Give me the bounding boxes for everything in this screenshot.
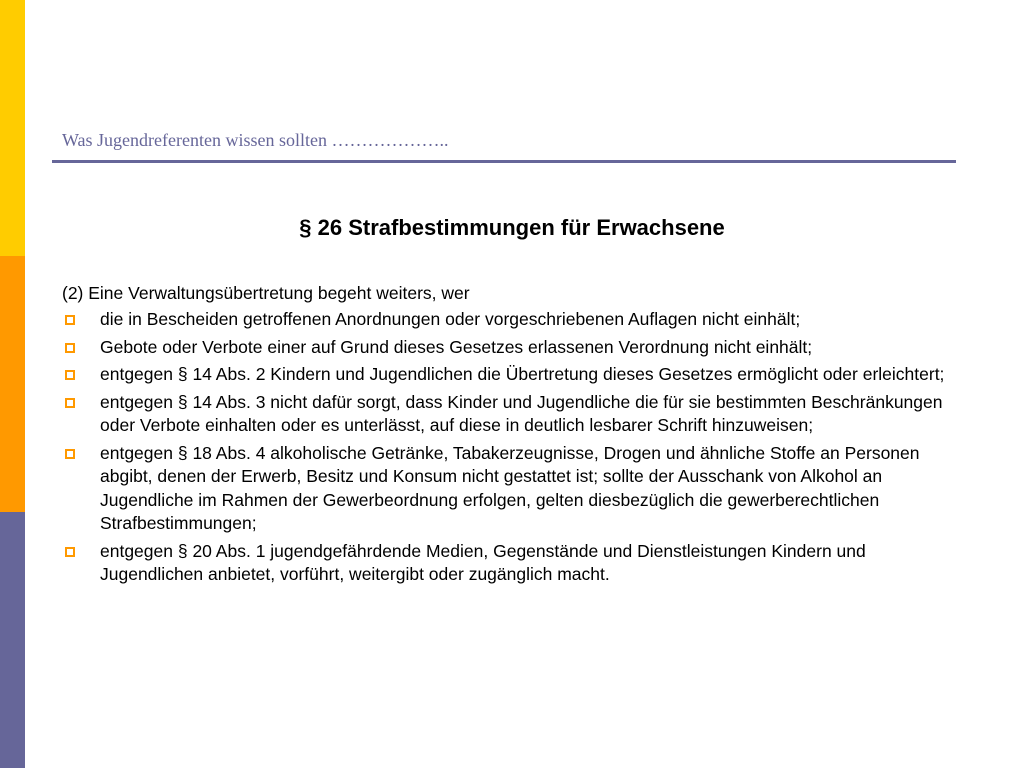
hollow-square-bullet-icon: [65, 370, 75, 380]
hollow-square-bullet-icon: [65, 449, 75, 459]
list-item: [62, 391, 972, 438]
list-item-text: die in Bescheiden getroffenen Anordnungen oder vorgeschriebenen Auflagen nicht einhält;: [100, 309, 801, 329]
hollow-square-bullet-icon: [65, 547, 75, 557]
accent-strip-slate: [0, 512, 25, 768]
list-item: [62, 308, 972, 332]
list-item-text: entgegen § 18 Abs. 4 alkoholische Getränke, Tabakerzeugnisse, Drogen und ähnliche Stoffe an Personen abgibt, denen der Erwerb, Besitz und Konsum nicht gestattet ist; sollte der Ausschank von Alkohol an Jugendliche im Rahmen der Gewerbeordnung erfolgen, gelten diesbezüglich die gewerberechtlichen Strafbestimmungen;: [100, 442, 920, 533]
header-divider: [52, 160, 956, 163]
list-item: [62, 442, 972, 536]
list-item: [62, 336, 972, 360]
hollow-square-bullet-icon: [65, 315, 75, 325]
accent-strip: [0, 0, 25, 768]
section-heading: § 26 Strafbestimmungen für Erwachsene: [299, 215, 725, 240]
hollow-square-bullet-icon: [65, 343, 75, 353]
intro-paragraph: (2) Eine Verwaltungsübertretung begeht weiters, wer: [62, 283, 470, 303]
list-item-text: entgegen § 20 Abs. 1 jugendgefährdende Medien, Gegenstände und Dienstleistungen Kindern und Jugendlichen anbietet, vorführt, weitergibt oder zugänglich macht.: [100, 540, 866, 584]
list-item-text: entgegen § 14 Abs. 3 nicht dafür sorgt, dass Kinder und Jugendliche die für sie bestimmten Beschränkungen oder Verbote einhalten oder es unterlässt, auf diese in deutlich lesbarer Schrift hinzuweisen;: [100, 391, 943, 435]
slide-header-title: Was Jugendreferenten wissen sollten ………………..: [62, 130, 449, 150]
list-item-text: entgegen § 14 Abs. 2 Kindern und Jugendlichen die Übertretung dieses Gesetzes ermöglicht oder erleichtert;: [100, 364, 945, 384]
list-item: [62, 363, 972, 387]
hollow-square-bullet-icon: [65, 398, 75, 408]
accent-strip-orange: [0, 256, 25, 512]
list-item: [62, 540, 972, 587]
list-item-text: Gebote oder Verbote einer auf Grund dieses Gesetzes erlassenen Verordnung nicht einhält;: [100, 336, 813, 357]
clause-list: [62, 308, 972, 591]
